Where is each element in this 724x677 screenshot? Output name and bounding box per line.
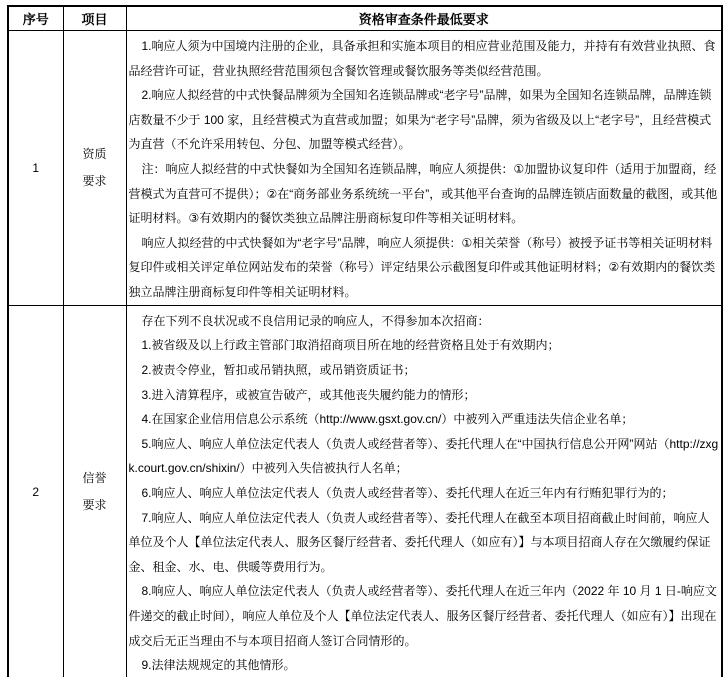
requirement-paragraph: 存在下列不良状况或不良信用记录的响应人，不得参加本次招商： bbox=[141, 313, 490, 328]
row-item-label bbox=[63, 31, 126, 306]
requirement-paragraph: 5.响应人、响应人单位法定代表人（负责人或经营者等）、委托代理人在“中国执行信息公开网”网站（http://zxgk.court.gov.cn/shixin/）中被列入失信被执行人名单； bbox=[128, 436, 719, 476]
requirement-paragraph: 2.被责令停业，暂扣或吊销执照，或吊销资质证书； bbox=[141, 363, 416, 378]
item-label-line: 要求 bbox=[82, 173, 107, 188]
header-item: 项目 bbox=[63, 6, 126, 31]
requirement-paragraph: 6.响应人、响应人单位法定代表人（负责人或经营者等）、委托代理人在近三年内有行贿犯罪行为的； bbox=[141, 485, 674, 500]
item-label-line: 要求 bbox=[82, 497, 107, 512]
requirement-paragraph: 7.响应人、响应人单位法定代表人（负责人或经营者等）、委托代理人在截至本项目招商截止时间前，响应人单位及个人【单位法定代表人、服务区餐厅经营者、委托代理人（如应有）】与本项目招商人存在欠缴履约保证金、租金、水、电、供暖等费用行为。 bbox=[128, 510, 711, 574]
header-requirement: 资格审查条件最低要求 bbox=[126, 6, 722, 31]
requirement-paragraph: 1.被省级及以上行政主管部门取消招商项目所在地的经营资格且处于有效期内； bbox=[141, 338, 560, 353]
table-row-credit bbox=[8, 305, 722, 677]
item-label-line: 资质 bbox=[82, 146, 107, 161]
requirement-paragraph: 2.响应人拟经营的中式快餐品牌须为全国知名连锁品牌或“老字号”品牌，如果为全国知名连锁品牌，品牌连锁店数量不少于 100 家，且经营模式为直营或加盟；如果为“老字号”品牌，须为省级及以上“老字号”，且经营模式为直营（不允许采用转包、分包、加盟等模式经营）。 bbox=[128, 88, 712, 152]
row-item-label bbox=[63, 305, 126, 677]
qualification-review-table bbox=[7, 5, 723, 677]
requirement-paragraph: 9.法律法规规定的其他情形。 bbox=[141, 658, 296, 673]
row-requirements bbox=[126, 305, 722, 677]
requirement-paragraph: 3.进入清算程序，或被宣告破产，或其他丧失履约能力的情形； bbox=[141, 387, 476, 402]
requirement-paragraph: 注：响应人拟经营的中式快餐如为全国知名连锁品牌，响应人须提供：①加盟协议复印件（适用于加盟商，经营模式为直营可不提供）；②在“商务部业务系统统一平台”，或其他平台查询的品牌连锁店面数量的截图，或其他证明材料。③有效期内的餐饮类独立品牌注册商标复印件等相关证明材料。 bbox=[128, 161, 718, 226]
header-seq: 序号 bbox=[8, 6, 63, 31]
item-label-line: 信誉 bbox=[82, 470, 107, 485]
row-number: 2 bbox=[8, 305, 63, 677]
requirement-paragraph: 4.在国家企业信用信息公示系统（http://www.gsxt.gov.cn/）中被列入严重违法失信企业名单； bbox=[141, 412, 634, 427]
requirement-paragraph: 响应人拟经营的中式快餐如为“老字号”品牌，响应人须提供：①相关荣誉（称号）被授予证书等相关证明材料复印件或相关评定单位网站发布的荣誉（称号）评定结果公示截图复印件或其他证明材料；②有效期内的餐饮类独立品牌注册商标复印件等相关证明材料。 bbox=[128, 235, 716, 299]
row-requirements bbox=[126, 31, 722, 306]
requirement-paragraph: 1.响应人须为中国境内注册的企业，具备承担和实施本项目的相应营业范围及能力，并持有有效营业执照、食品经营许可证，营业执照经营范围须包含餐饮管理或餐饮服务等类似经营范围。 bbox=[128, 39, 716, 78]
table-header-row bbox=[8, 6, 722, 31]
requirement-paragraph: 8.响应人、响应人单位法定代表人（负责人或经营者等）、委托代理人在近三年内（2022 年 10 月 1 日-响应文件递交的截止时间），响应人单位及个人【单位法定代表人、服务区餐厅经营者、委托代理人（如应有）】出现在成交后无正当理由不与本项目招商人签订合同情形的。 bbox=[128, 584, 717, 648]
table-row-qualification bbox=[8, 31, 722, 306]
row-number: 1 bbox=[8, 31, 63, 306]
